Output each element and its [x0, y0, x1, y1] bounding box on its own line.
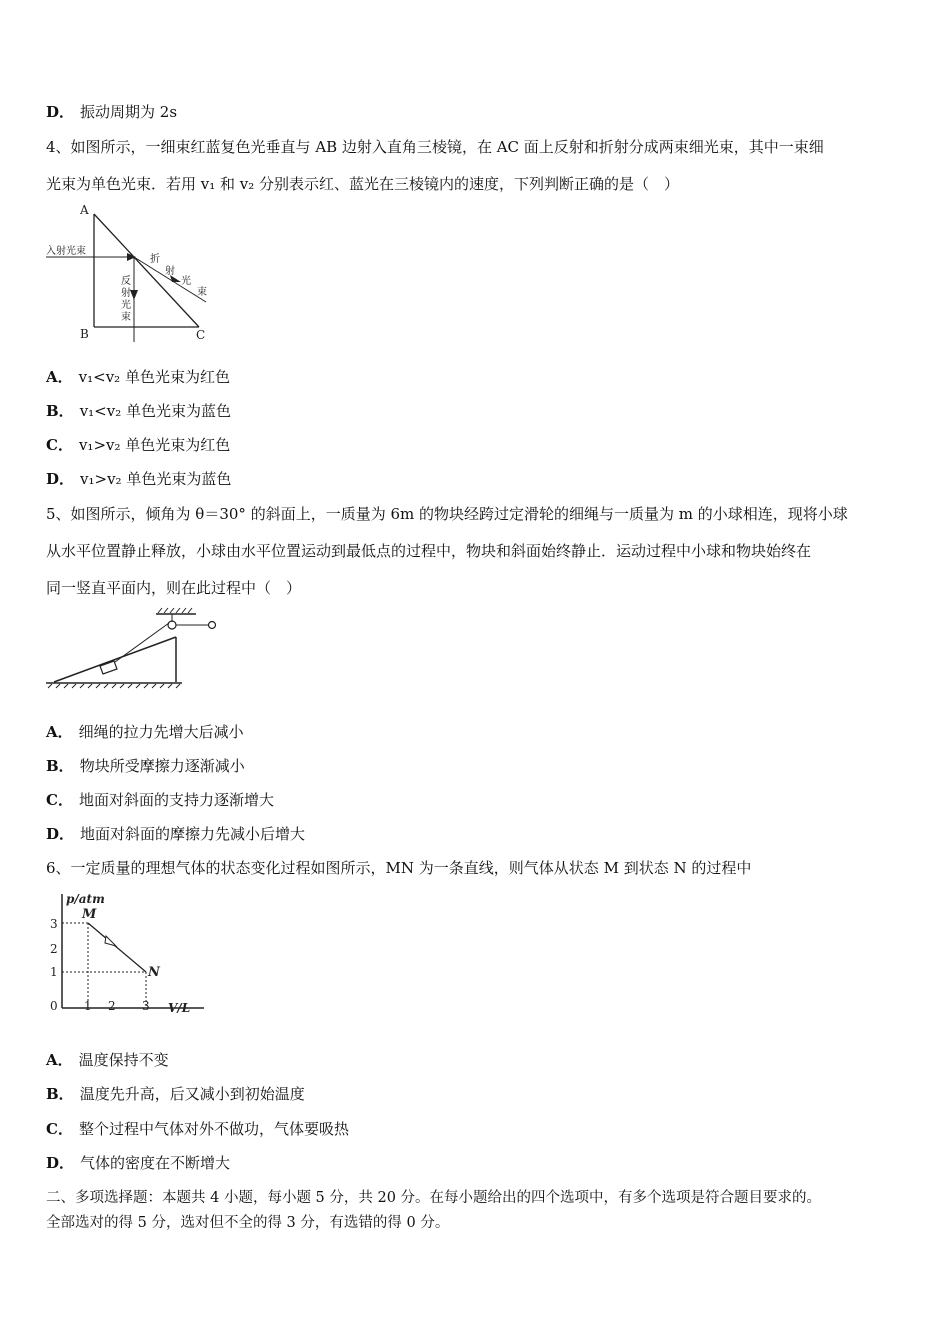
q6-option-b: [46, 1084, 305, 1104]
option-letter: D．: [46, 103, 75, 121]
q5-option-d: [46, 824, 305, 844]
q5-stem-line3: 同一竖直平面内，则在此过程中（ ）: [46, 579, 302, 597]
vertex-a-label: A: [80, 203, 89, 217]
q6-stem-line1: 6、一定质量的理想气体的状态变化过程如图所示，MN 为一条直线，则气体从状态 M 到状态 N 的过程中: [46, 859, 752, 877]
reflected-label-2: 射: [121, 288, 131, 299]
option-text: 温度保持不变: [78, 1051, 169, 1069]
option-letter: C．: [46, 1120, 73, 1138]
option-letter: D．: [46, 825, 75, 843]
mn-arrow: [105, 936, 116, 946]
q4-option-d: [46, 469, 231, 489]
point-n-label: N: [148, 965, 160, 980]
point-m-label: M: [82, 907, 97, 922]
y-tick-2: 2: [50, 942, 58, 956]
q6-option-c: [46, 1119, 349, 1139]
option-letter: C．: [46, 791, 73, 809]
option-letter: D．: [46, 470, 75, 488]
vertex-c-label: C: [196, 328, 206, 342]
x-tick-2: 2: [108, 999, 116, 1013]
pv-graph-figure: [44, 888, 214, 1023]
reflected-label-3: 光: [121, 300, 131, 311]
option-letter: B．: [46, 402, 74, 420]
ceiling-hatch: [158, 608, 192, 613]
option-text: v₁<v₂ 单色光束为红色: [78, 368, 230, 386]
option-text: 物块所受摩擦力逐渐减小: [79, 757, 245, 775]
refracted-label-1: 折: [150, 254, 160, 265]
q3-option-d: [46, 102, 177, 122]
option-text: 温度先升高，后又减小到初始温度: [79, 1085, 305, 1103]
q4-option-c: [46, 435, 230, 455]
block: [100, 661, 117, 674]
refracted-label-3: 光: [181, 276, 191, 287]
section2-line2: 全部选对的得 5 分，选对但不全的得 3 分，有选错的得 0 分。: [46, 1215, 450, 1231]
mn-line: [88, 923, 146, 972]
option-letter: C．: [46, 436, 73, 454]
option-letter: A．: [46, 723, 73, 741]
origin-label: 0: [50, 999, 58, 1013]
ball: [209, 622, 216, 629]
prism-figure: [44, 200, 224, 345]
q4-option-a: [46, 367, 230, 387]
q5-option-c: [46, 790, 274, 810]
q4-stem-line2: 光束为单色光束．若用 v₁ 和 v₂ 分别表示红、蓝光在三棱镜内的速度，下列判断正确的是（ ）: [46, 175, 680, 193]
ground-hatch: [48, 684, 180, 688]
x-tick-3: 3: [142, 999, 150, 1013]
option-text: v₁>v₂ 单色光束为蓝色: [80, 470, 232, 488]
y-tick-3: 3: [50, 917, 58, 931]
incline-pulley-figure: [44, 604, 224, 690]
pulley: [168, 621, 176, 629]
option-letter: A．: [46, 368, 73, 386]
q6-option-a: [46, 1050, 169, 1070]
q5-option-b: [46, 756, 245, 776]
option-text: 振动周期为 2s: [80, 103, 178, 121]
prism-side-ac: [94, 214, 199, 327]
q4-option-b: [46, 401, 231, 421]
reflected-label-1: 反: [121, 276, 131, 287]
option-text: 细绳的拉力先增大后减小: [78, 723, 244, 741]
option-text: 地面对斜面的摩擦力先减小后增大: [80, 825, 306, 843]
option-letter: B．: [46, 757, 74, 775]
refracted-label-4: 束: [197, 287, 207, 298]
x-tick-1: 1: [84, 999, 92, 1013]
reflected-arrow: [130, 290, 138, 300]
reflected-label-4: 束: [121, 312, 131, 323]
option-text: v₁<v₂ 单色光束为蓝色: [79, 402, 231, 420]
option-text: v₁>v₂ 单色光束为红色: [78, 436, 231, 454]
option-letter: B．: [46, 1085, 74, 1103]
y-tick-1: 1: [50, 965, 58, 979]
q4-stem-line1: 4、如图所示，一细束红蓝复色光垂直与 AB 边射入直角三棱镜，在 AC 面上反射和折射分成两束细光束，其中一束细: [46, 138, 824, 156]
incline-surface: [54, 637, 176, 682]
refracted-label-2: 射: [165, 266, 175, 277]
option-letter: D．: [46, 1154, 75, 1172]
option-text: 气体的密度在不断增大: [80, 1154, 231, 1172]
x-axis-label: V/L: [168, 1001, 191, 1015]
q5-stem-line1: 5、如图所示，倾角为 θ＝30° 的斜面上，一质量为 6m 的物块经跨过定滑轮的细绳与一质量为 m 的小球相连，现将小球: [46, 505, 848, 523]
section2-line1: 二、多项选择题：本题共 4 小题，每小题 5 分，共 20 分。在每小题给出的四个选项中，有多个选项是符合题目要求的。: [46, 1190, 822, 1206]
vertex-b-label: B: [80, 327, 89, 341]
incident-label: 入射光束: [46, 246, 86, 257]
q5-option-a: [46, 722, 244, 742]
y-axis-label: p/atm: [66, 892, 105, 906]
option-text: 整个过程中气体对外不做功，气体要吸热: [78, 1120, 349, 1138]
option-letter: A．: [46, 1051, 73, 1069]
q5-stem-line2: 从水平位置静止释放，小球由水平位置运动到最低点的过程中，物块和斜面始终静止．运动过程中小球和物块始终在: [46, 542, 812, 560]
q6-option-d: [46, 1153, 230, 1173]
option-text: 地面对斜面的支持力逐渐增大: [78, 791, 274, 809]
